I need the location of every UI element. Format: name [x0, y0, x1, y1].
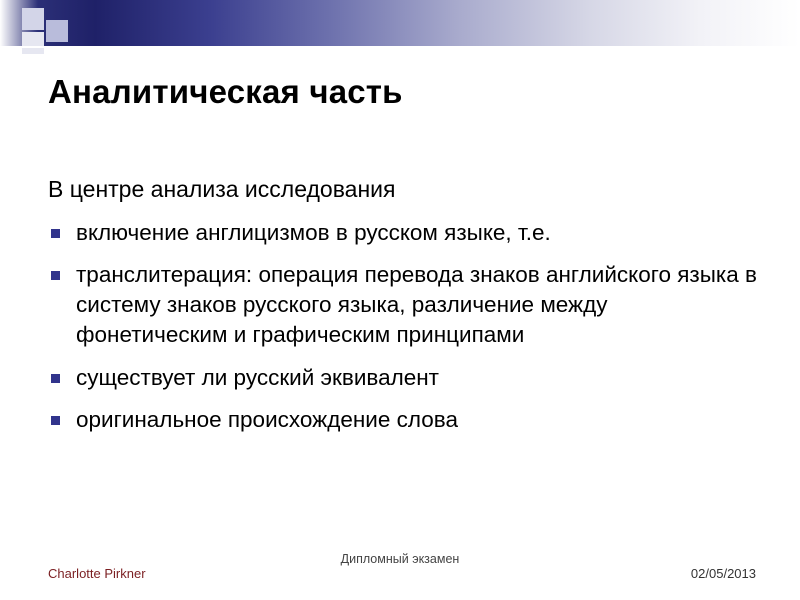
- lead-text: В центре анализа исследования: [48, 176, 396, 202]
- banner-decor-square-3: [22, 32, 44, 54]
- list-item: [44, 218, 760, 248]
- banner-decor-square-1: [22, 8, 44, 30]
- square-bullet-icon: [51, 271, 60, 280]
- footer-center-text: Дипломный экзамен: [340, 552, 460, 566]
- list-item-text: существует ли русский эквивалент: [76, 364, 439, 390]
- square-bullet-icon: [51, 229, 60, 238]
- page-title: Аналитическая часть: [48, 73, 403, 110]
- list-item: [44, 260, 760, 349]
- list-item: [44, 405, 760, 435]
- list-item: [44, 363, 760, 393]
- banner-decor-square-2: [46, 20, 68, 42]
- square-bullet-icon: [51, 374, 60, 383]
- square-bullet-icon: [51, 416, 60, 425]
- slide-body: [44, 175, 760, 448]
- footer-author: Charlotte Pirkner: [48, 566, 146, 581]
- slide-top-banner: [0, 0, 800, 46]
- banner-divider: [0, 46, 800, 48]
- list-item-text: оригинальное происхождение слова: [76, 407, 458, 433]
- list-item-text: включение англицизмов в русском языке, т.е.: [76, 219, 551, 245]
- list-item-text: транслитерация: операция перевода знаков английского языка в систему знаков русского языка, различение между фонетическим и графическим принципами: [76, 262, 757, 347]
- bullet-list: [44, 218, 760, 435]
- footer-date: 02/05/2013: [690, 566, 756, 581]
- slide-footer: [0, 552, 800, 586]
